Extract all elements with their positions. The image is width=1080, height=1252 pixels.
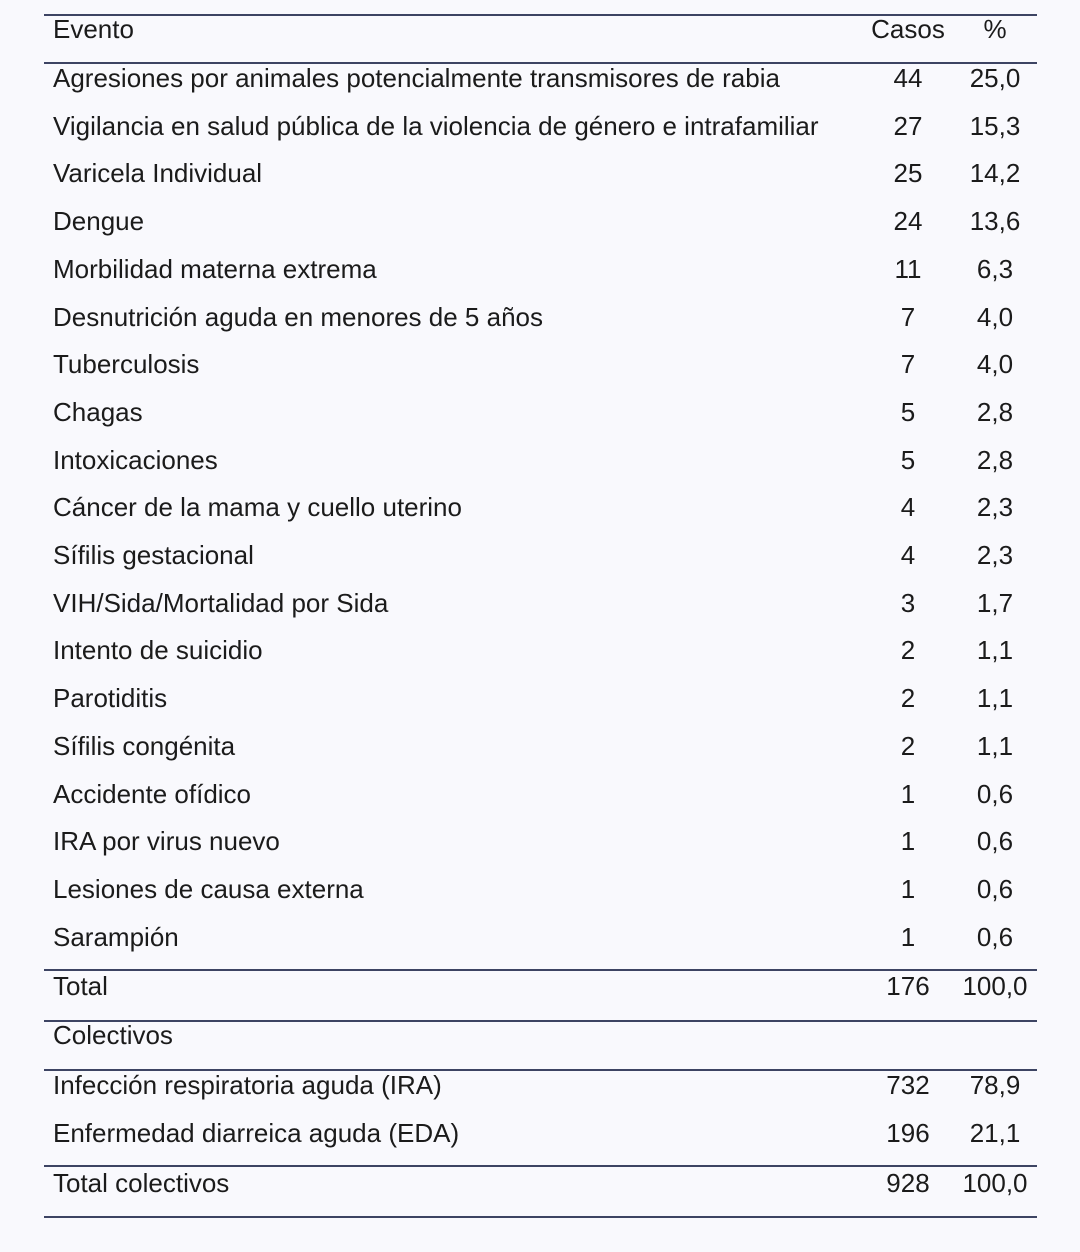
row-percent: 13,6 — [969, 206, 1021, 237]
row-cases: 732 — [886, 1070, 930, 1100]
table-row — [44, 297, 1037, 337]
table-row — [44, 774, 1037, 814]
row-cases: 2 — [900, 635, 916, 666]
table-row — [44, 58, 1037, 98]
row-percent: 25,0 — [969, 63, 1021, 93]
row-cases: 196 — [886, 1117, 930, 1148]
row-cases: 7 — [900, 349, 916, 380]
row-event: Vigilancia en salud pública de la violencia de género e intrafamiliar — [53, 110, 819, 141]
row-percent: 1,7 — [976, 587, 1014, 618]
row-percent: 1,1 — [976, 683, 1014, 714]
row-event: Lesiones de causa externa — [53, 873, 364, 904]
collective-total-cases: 928 — [886, 1168, 930, 1198]
table-row — [44, 1065, 1037, 1105]
row-percent: 2,8 — [976, 444, 1014, 475]
table-row — [44, 487, 1037, 527]
collective-header-row — [44, 1015, 1037, 1055]
row-event: Agresiones por animales potencialmente transmisores de rabia — [53, 63, 780, 93]
row-cases: 2 — [900, 683, 916, 714]
row-event: Intoxicaciones — [53, 444, 218, 475]
table-row — [44, 440, 1037, 480]
total-row — [44, 966, 1037, 1006]
row-cases: 27 — [893, 110, 923, 141]
row-cases: 4 — [900, 540, 916, 570]
row-cases: 3 — [900, 587, 916, 618]
row-event: Cáncer de la mama y cuello uterino — [53, 492, 462, 523]
collective-total-percent: 100,0 — [962, 1168, 1028, 1198]
row-percent: 21,1 — [969, 1117, 1021, 1148]
row-cases: 1 — [900, 873, 916, 904]
row-percent: 15,3 — [969, 110, 1021, 141]
row-percent: 0,6 — [976, 921, 1014, 952]
table-row — [44, 106, 1037, 146]
row-cases: 7 — [900, 301, 916, 332]
row-event: Parotiditis — [53, 683, 168, 714]
row-event: Sífilis congénita — [53, 730, 236, 761]
row-cases: 1 — [900, 826, 916, 857]
row-percent: 4,0 — [976, 349, 1014, 380]
table-row — [44, 153, 1037, 193]
row-cases: 4 — [900, 492, 916, 523]
row-event: IRA por virus nuevo — [53, 826, 280, 857]
row-percent: 1,1 — [976, 730, 1014, 761]
row-percent: 4,0 — [976, 301, 1014, 332]
table-row — [44, 535, 1037, 575]
row-percent: 6,3 — [976, 253, 1014, 284]
table-row — [44, 869, 1037, 909]
row-percent: 0,6 — [976, 873, 1014, 904]
table-row — [44, 917, 1037, 957]
collective-total-row — [44, 1163, 1037, 1203]
table-row — [44, 583, 1037, 623]
row-cases: 11 — [894, 253, 922, 284]
row-percent: 0,6 — [976, 778, 1014, 809]
row-cases: 2 — [900, 730, 916, 761]
row-cases: 1 — [900, 778, 916, 809]
table-row — [44, 1113, 1037, 1153]
table-row — [44, 392, 1037, 432]
row-event: Dengue — [53, 206, 145, 237]
row-event: Tuberculosis — [53, 349, 200, 380]
row-percent: 2,3 — [976, 492, 1014, 523]
total-cases: 176 — [886, 971, 930, 1001]
header-cases: Casos — [871, 14, 945, 44]
row-percent: 1,1 — [976, 635, 1014, 666]
row-cases: 5 — [900, 396, 916, 427]
row-event: Morbilidad materna extrema — [53, 253, 377, 284]
row-event: Infección respiratoria aguda (IRA) — [53, 1070, 442, 1100]
table-row — [44, 630, 1037, 670]
row-percent: 14,2 — [969, 158, 1021, 189]
row-event: VIH/Sida/Mortalidad por Sida — [53, 587, 389, 618]
row-event: Desnutrición aguda en menores de 5 años — [53, 301, 543, 332]
header-event: Evento — [53, 14, 134, 44]
table-row — [44, 344, 1037, 384]
row-percent: 78,9 — [969, 1070, 1021, 1100]
row-event: Sarampión — [53, 921, 179, 952]
row-cases: 24 — [893, 206, 923, 237]
row-event: Intento de suicidio — [53, 635, 263, 666]
row-percent: 2,3 — [976, 540, 1014, 570]
table-row — [44, 201, 1037, 241]
row-event: Enfermedad diarreica aguda (EDA) — [53, 1117, 460, 1148]
table-row — [44, 726, 1037, 766]
total-percent: 100,0 — [962, 971, 1028, 1001]
row-event: Sífilis gestacional — [53, 540, 254, 570]
bottom-rule — [44, 1216, 1037, 1218]
row-percent: 2,8 — [976, 396, 1014, 427]
row-cases: 44 — [893, 63, 923, 93]
row-cases: 5 — [900, 444, 916, 475]
table-row — [44, 678, 1037, 718]
row-event: Chagas — [53, 396, 143, 427]
row-cases: 25 — [893, 158, 923, 189]
row-event: Accidente ofídico — [53, 778, 252, 809]
collective-header-label: Colectivos — [53, 1020, 173, 1050]
row-cases: 1 — [900, 921, 916, 952]
row-event: Varicela Individual — [53, 158, 263, 189]
table-row — [44, 249, 1037, 289]
total-label: Total — [53, 971, 108, 1001]
header-row — [44, 9, 1037, 49]
collective-total-label: Total colectivos — [53, 1168, 230, 1198]
row-percent: 0,6 — [976, 826, 1014, 857]
header-percent: % — [983, 14, 1007, 44]
table-row — [44, 821, 1037, 861]
